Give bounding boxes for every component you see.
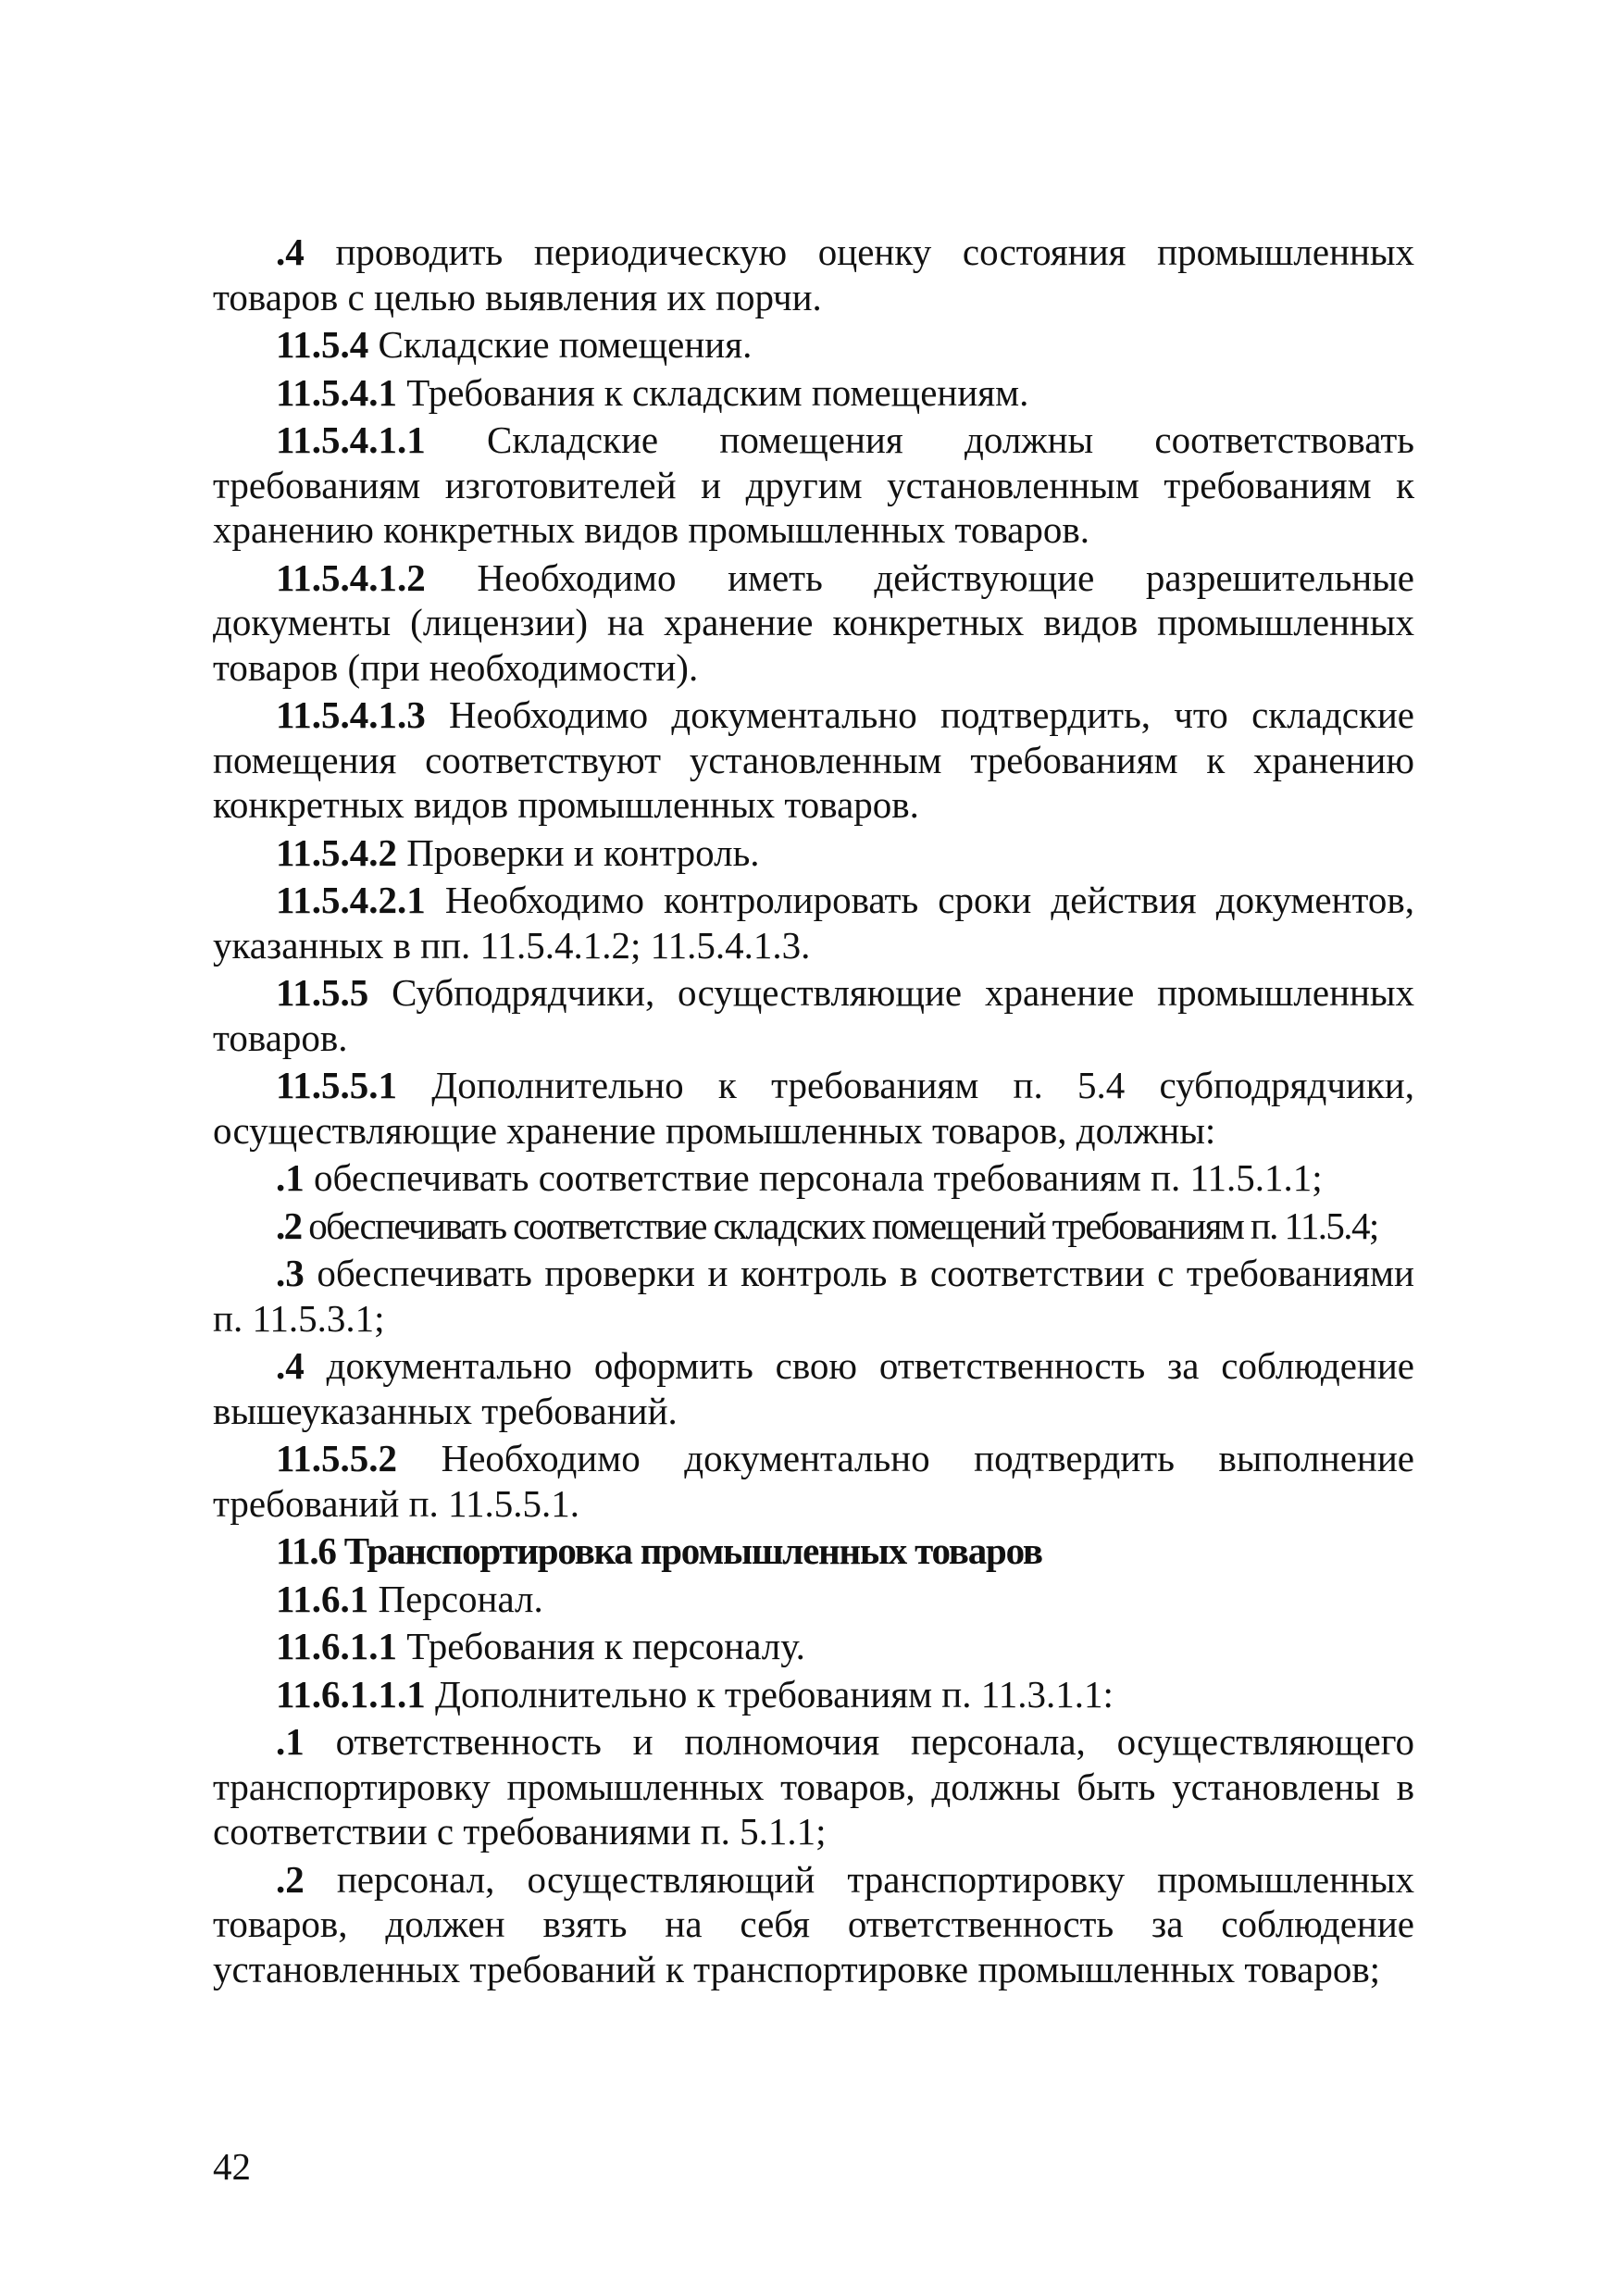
clause-number: 11.5.4.1 (276, 370, 397, 414)
clause-number: 11.5.5.1 (276, 1064, 397, 1106)
clause-text: Субподрядчики, осуществляющие хранение промышленных товаров. (213, 971, 1414, 1059)
item-text: ответственность и полномочия персонала, осуществляющего транспортировку промышленных товаров, должны быть установлены в соответствии с требованиями п. 5.1.1; (213, 1720, 1414, 1853)
item-text: проводить периодическую оценку состояния промышленных товаров с целью выявления их порчи. (213, 231, 1414, 318)
clause (213, 322, 1414, 368)
item-text: обеспечивать соответствие персонала требованиям п. 11.5.1.1; (304, 1156, 1323, 1199)
clause-number: 11.6.1 (276, 1577, 369, 1620)
clause-number: 11.5.5 (276, 971, 369, 1014)
clause-number: 11.6.1.1 (276, 1625, 397, 1667)
clause-text: Дополнительно к требованиям п. 5.4 субподрядчики, осуществляющие хранение промышленных товаров, должны: (213, 1064, 1414, 1152)
list-item (213, 1204, 1414, 1249)
clause-text: Необходимо иметь действующие разрешительные документы (лицензии) на хранение конкретных видов промышленных товаров (при необходимости). (213, 555, 1414, 689)
clause-number: 11.5.4.2.1 (276, 879, 426, 921)
list-item (213, 1857, 1414, 1992)
item-number: .1 (276, 1720, 305, 1763)
clause-number: 11.5.4.1.3 (276, 693, 426, 736)
item-number: .4 (276, 1344, 305, 1387)
clause-text: Требования к складским помещениям. (397, 370, 1029, 414)
item-text: обеспечивать проверки и контроль в соответствии с требованиями п. 11.5.3.1; (213, 1252, 1414, 1340)
clause (213, 1624, 1414, 1669)
item-text: персонал, осуществляющий транспортировку промышленных товаров, должен взять на себя ответственность за соблюдение установленных требований к транспортировке промышленных товаров; (213, 1857, 1414, 1990)
clause (213, 970, 1414, 1060)
list-item (213, 1719, 1414, 1854)
clause (213, 1577, 1414, 1622)
item-number: .3 (276, 1252, 305, 1294)
item-number: .2 (276, 1857, 305, 1901)
section-title: Транспортировка промышленных товаров (335, 1529, 1042, 1572)
item-number: .1 (276, 1156, 305, 1199)
clause-text: Складские помещения должны соответствовать требованиям изготовителей и другим установленным требованиям к хранению конкретных видов промышленных товаров. (213, 418, 1414, 551)
list-item (213, 1251, 1414, 1341)
section-number: 11.6 (276, 1529, 336, 1572)
clause (213, 370, 1414, 416)
document-page (213, 230, 1414, 1994)
clause (213, 1436, 1414, 1526)
clause-text: Необходимо документально подтвердить, что складские помещения соответствуют установленным требованиям к хранению конкретных видов промышленных товаров. (213, 693, 1414, 826)
item-text: обеспечивать соответствие складских помещений требованиям п. 11.5.4; (301, 1204, 1378, 1247)
section-heading (213, 1529, 1414, 1574)
clause-number: 11.5.4.1.2 (276, 555, 426, 599)
clause (213, 418, 1414, 553)
item-number: .2 (276, 1204, 302, 1247)
list-item (213, 1343, 1414, 1433)
page-number: 42 (213, 2145, 251, 2188)
clause-text: Персонал. (368, 1577, 543, 1620)
clause (213, 830, 1414, 876)
clause-number: 11.5.4.2 (276, 830, 397, 874)
clause-number: 11.6.1.1.1 (276, 1672, 426, 1716)
clause-text: Проверки и контроль. (397, 830, 760, 874)
list-item (213, 230, 1414, 319)
clause-text: Необходимо документально подтвердить выполнение требований п. 11.5.5.1. (213, 1437, 1414, 1525)
clause-text: Складские помещения. (368, 323, 753, 366)
item-number: .4 (276, 231, 305, 273)
clause-text: Необходимо контролировать сроки действия документов, указанных в пп. 11.5.4.1.2; 11.5.4.1.3. (213, 879, 1414, 967)
item-text: документально оформить свою ответственность за соблюдение вышеуказанных требований. (213, 1344, 1414, 1432)
clause-number: 11.5.5.2 (276, 1437, 397, 1479)
clause (213, 878, 1414, 967)
clause (213, 1063, 1414, 1153)
clause-text: Требования к персоналу. (397, 1625, 805, 1667)
clause (213, 555, 1414, 691)
list-item (213, 1155, 1414, 1201)
clause (213, 693, 1414, 828)
clause-number: 11.5.4 (276, 323, 369, 366)
clause-number: 11.5.4.1.1 (276, 418, 426, 461)
clause (213, 1672, 1414, 1717)
clause-text: Дополнительно к требованиям п. 11.3.1.1: (425, 1672, 1114, 1716)
